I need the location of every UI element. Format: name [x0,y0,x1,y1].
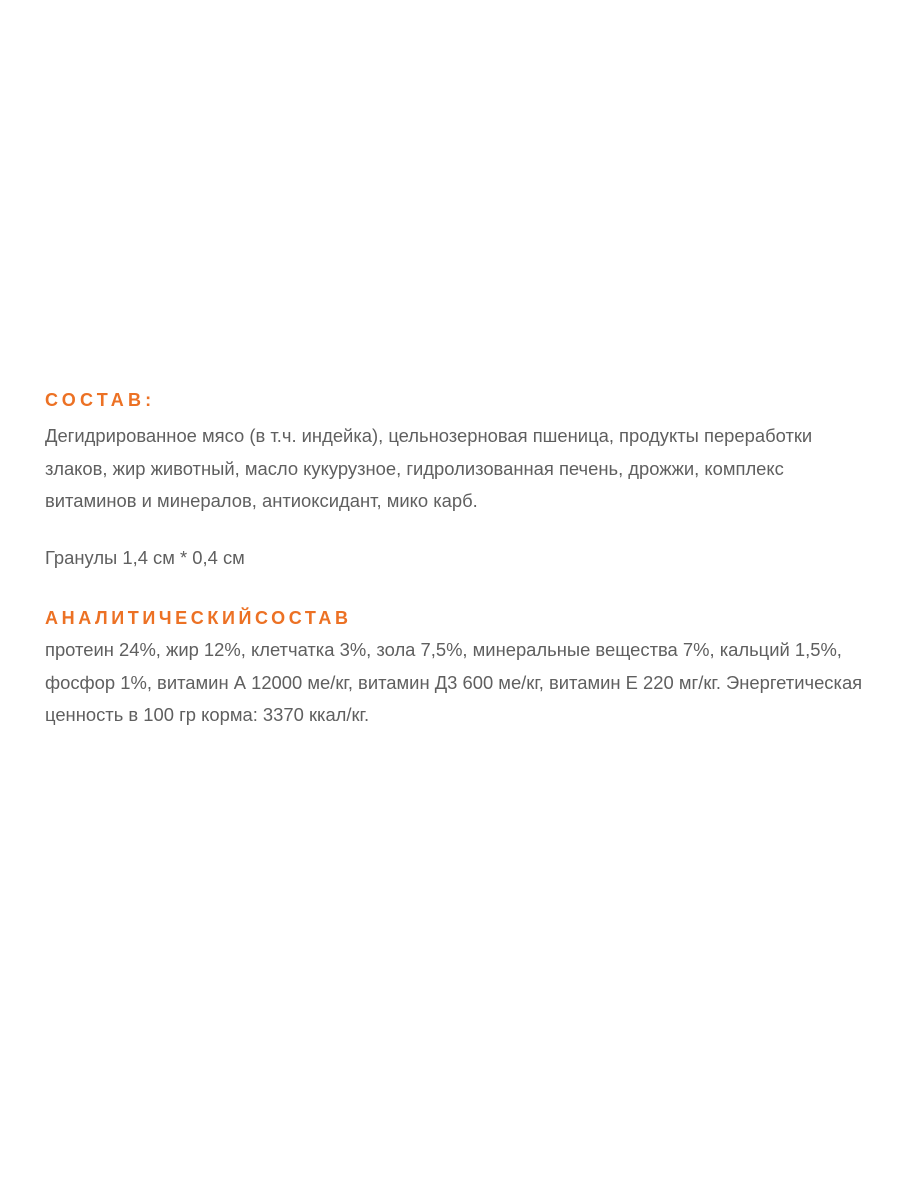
composition-text: Дегидрированное мясо (в т.ч. индейка), цельнозерновая пшеница, продукты переработки злаков, жир животный, масло кукурузное, гидролизованная печень, дрожжи, комплекс витаминов и минералов, антиоксидант, мико карб. [45,425,813,511]
analytic-composition-text: протеин 24%, жир 12%, клетчатка 3%, зола 7,5%, минеральные вещества 7%, кальций 1,5%, фосфор 1%, витамин А 12000 ме/кг, витамин Д3 600 ме/кг, витамин Е 220 мг/кг. Энергетическая ценность в 100 гр корма: 3370 ккал/кг. [45,639,863,725]
product-description [45,386,875,732]
composition-heading: СОСТАВ: [45,390,156,410]
analytic-composition-heading: АНАЛИТИЧЕСКИЙСОСТАВ [45,608,352,628]
granules-size-text: Гранулы 1,4 см * 0,4 см [45,546,245,568]
